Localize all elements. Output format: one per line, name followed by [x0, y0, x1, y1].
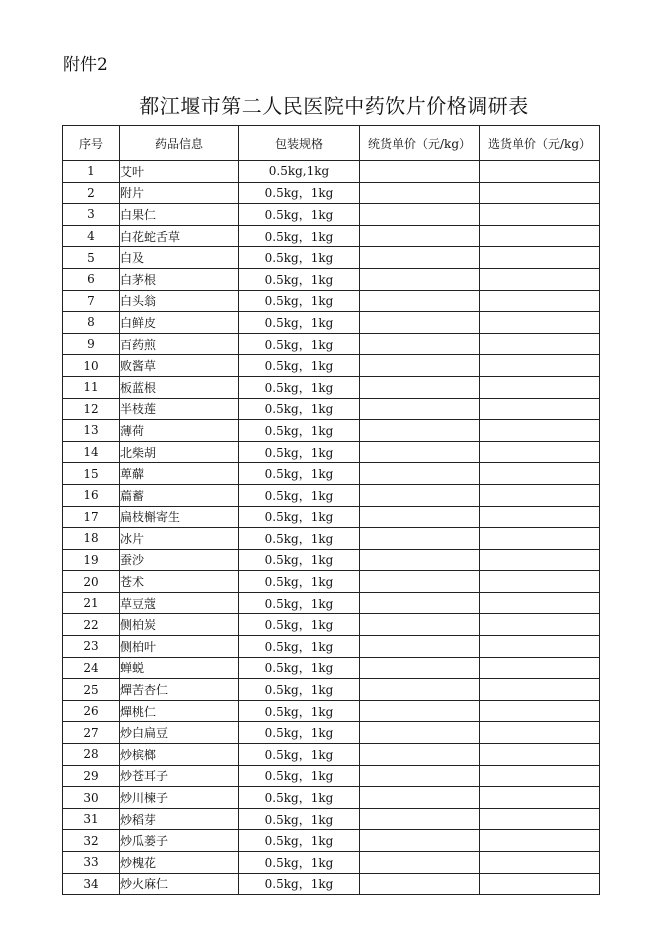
cell-selected-unit-price[interactable]: [480, 161, 600, 183]
cell-selected-unit-price[interactable]: [480, 679, 600, 701]
cell-drug-name: 白茅根: [120, 268, 239, 290]
cell-standard-unit-price[interactable]: [360, 657, 480, 679]
cell-selected-unit-price[interactable]: [480, 463, 600, 485]
cell-selected-unit-price[interactable]: [480, 247, 600, 269]
cell-drug-name: 板蓝根: [120, 376, 239, 398]
cell-selected-unit-price[interactable]: [480, 484, 600, 506]
table-row: [63, 765, 600, 787]
cell-drug-name: 薄荷: [120, 420, 239, 442]
cell-package-spec: 0.5kg，1kg: [239, 636, 360, 658]
cell-serial-number: 19: [63, 549, 120, 571]
cell-drug-name: 败酱草: [120, 355, 239, 377]
cell-serial-number: 9: [63, 333, 120, 355]
cell-serial-number: 14: [63, 441, 120, 463]
table-row: [63, 312, 600, 334]
cell-drug-name: 扁枝槲寄生: [120, 506, 239, 528]
cell-package-spec: 0.5kg，1kg: [239, 398, 360, 420]
cell-drug-name: 百药煎: [120, 333, 239, 355]
cell-package-spec: 0.5kg，1kg: [239, 376, 360, 398]
cell-selected-unit-price[interactable]: [480, 420, 600, 442]
table-body: [63, 161, 600, 895]
cell-serial-number: 34: [63, 873, 120, 895]
cell-package-spec: 0.5kg，1kg: [239, 722, 360, 744]
table-header-row: [63, 126, 600, 161]
table-row: [63, 463, 600, 485]
cell-standard-unit-price[interactable]: [360, 204, 480, 226]
cell-standard-unit-price[interactable]: [360, 636, 480, 658]
cell-package-spec: 0.5kg，1kg: [239, 182, 360, 204]
cell-serial-number: 21: [63, 592, 120, 614]
cell-selected-unit-price[interactable]: [480, 290, 600, 312]
cell-drug-name: 白花蛇舌草: [120, 225, 239, 247]
cell-standard-unit-price[interactable]: [360, 744, 480, 766]
cell-drug-name: 北柴胡: [120, 441, 239, 463]
cell-selected-unit-price[interactable]: [480, 182, 600, 204]
cell-selected-unit-price[interactable]: [480, 268, 600, 290]
cell-drug-name: 炒苍耳子: [120, 765, 239, 787]
cell-serial-number: 7: [63, 290, 120, 312]
cell-package-spec: 0.5kg，1kg: [239, 765, 360, 787]
attachment-label: 附件2: [63, 55, 108, 75]
cell-drug-name: 附片: [120, 182, 239, 204]
table-row: [63, 744, 600, 766]
table-row: [63, 161, 600, 183]
cell-drug-name: 冰片: [120, 528, 239, 550]
table-row: [63, 636, 600, 658]
cell-drug-name: 苍术: [120, 571, 239, 593]
cell-package-spec: 0.5kg，1kg: [239, 463, 360, 485]
cell-serial-number: 12: [63, 398, 120, 420]
header-serial-number: 序号: [63, 126, 120, 161]
cell-standard-unit-price[interactable]: [360, 571, 480, 593]
cell-drug-name: 萹蓄: [120, 484, 239, 506]
cell-package-spec: 0.5kg，1kg: [239, 528, 360, 550]
cell-serial-number: 3: [63, 204, 120, 226]
cell-standard-unit-price[interactable]: [360, 225, 480, 247]
cell-selected-unit-price[interactable]: [480, 614, 600, 636]
cell-standard-unit-price[interactable]: [360, 484, 480, 506]
cell-standard-unit-price[interactable]: [360, 506, 480, 528]
cell-drug-name: 白头翁: [120, 290, 239, 312]
cell-standard-unit-price[interactable]: [360, 441, 480, 463]
cell-serial-number: 31: [63, 808, 120, 830]
cell-package-spec: 0.5kg，1kg: [239, 225, 360, 247]
cell-selected-unit-price[interactable]: [480, 528, 600, 550]
table-row: [63, 614, 600, 636]
cell-serial-number: 25: [63, 679, 120, 701]
cell-selected-unit-price[interactable]: [480, 398, 600, 420]
table-row: [63, 376, 600, 398]
cell-serial-number: 30: [63, 787, 120, 809]
cell-selected-unit-price[interactable]: [480, 787, 600, 809]
cell-selected-unit-price[interactable]: [480, 722, 600, 744]
cell-serial-number: 1: [63, 161, 120, 183]
cell-selected-unit-price[interactable]: [480, 657, 600, 679]
cell-drug-name: 侧柏叶: [120, 636, 239, 658]
cell-selected-unit-price[interactable]: [480, 225, 600, 247]
cell-serial-number: 32: [63, 830, 120, 852]
cell-standard-unit-price[interactable]: [360, 247, 480, 269]
cell-serial-number: 8: [63, 312, 120, 334]
cell-standard-unit-price[interactable]: [360, 355, 480, 377]
cell-standard-unit-price[interactable]: [360, 398, 480, 420]
cell-standard-unit-price[interactable]: [360, 312, 480, 334]
cell-serial-number: 27: [63, 722, 120, 744]
cell-standard-unit-price[interactable]: [360, 873, 480, 895]
cell-selected-unit-price[interactable]: [480, 571, 600, 593]
cell-package-spec: 0.5kg,1kg: [239, 161, 360, 183]
cell-drug-name: 蝉蜕: [120, 657, 239, 679]
cell-serial-number: 15: [63, 463, 120, 485]
table-row: [63, 830, 600, 852]
cell-package-spec: 0.5kg，1kg: [239, 290, 360, 312]
cell-selected-unit-price[interactable]: [480, 852, 600, 874]
cell-drug-name: 半枝莲: [120, 398, 239, 420]
table-row: [63, 657, 600, 679]
table-row: [63, 571, 600, 593]
table-row: [63, 225, 600, 247]
cell-serial-number: 29: [63, 765, 120, 787]
cell-serial-number: 28: [63, 744, 120, 766]
cell-package-spec: 0.5kg，1kg: [239, 247, 360, 269]
cell-serial-number: 18: [63, 528, 120, 550]
cell-drug-name: 炒白扁豆: [120, 722, 239, 744]
table-row: [63, 268, 600, 290]
cell-package-spec: 0.5kg，1kg: [239, 679, 360, 701]
cell-drug-name: 燀苦杏仁: [120, 679, 239, 701]
cell-drug-name: 蚕沙: [120, 549, 239, 571]
cell-drug-name: 白果仁: [120, 204, 239, 226]
cell-package-spec: 0.5kg，1kg: [239, 333, 360, 355]
cell-selected-unit-price[interactable]: [480, 506, 600, 528]
page-title: 都江堰市第二人民医院中药饮片价格调研表: [139, 94, 529, 118]
cell-serial-number: 22: [63, 614, 120, 636]
cell-serial-number: 5: [63, 247, 120, 269]
cell-standard-unit-price[interactable]: [360, 679, 480, 701]
cell-standard-unit-price[interactable]: [360, 787, 480, 809]
table-row: [63, 722, 600, 744]
cell-package-spec: 0.5kg，1kg: [239, 312, 360, 334]
cell-serial-number: 6: [63, 268, 120, 290]
cell-package-spec: 0.5kg，1kg: [239, 204, 360, 226]
cell-drug-name: 侧柏炭: [120, 614, 239, 636]
price-survey-table: [62, 125, 600, 895]
cell-selected-unit-price[interactable]: [480, 333, 600, 355]
cell-drug-name: 燀桃仁: [120, 700, 239, 722]
cell-package-spec: 0.5kg，1kg: [239, 744, 360, 766]
header-standard-unit-price: 统货单价（元/kg）: [360, 126, 480, 161]
cell-serial-number: 11: [63, 376, 120, 398]
cell-standard-unit-price[interactable]: [360, 376, 480, 398]
cell-serial-number: 2: [63, 182, 120, 204]
header-drug-info: 药品信息: [120, 126, 239, 161]
table-row: [63, 290, 600, 312]
cell-package-spec: 0.5kg，1kg: [239, 420, 360, 442]
cell-selected-unit-price[interactable]: [480, 376, 600, 398]
cell-selected-unit-price[interactable]: [480, 700, 600, 722]
cell-serial-number: 24: [63, 657, 120, 679]
cell-package-spec: 0.5kg，1kg: [239, 830, 360, 852]
cell-serial-number: 20: [63, 571, 120, 593]
cell-standard-unit-price[interactable]: [360, 182, 480, 204]
table-row: [63, 420, 600, 442]
cell-selected-unit-price[interactable]: [480, 765, 600, 787]
cell-drug-name: 白及: [120, 247, 239, 269]
cell-package-spec: 0.5kg，1kg: [239, 268, 360, 290]
cell-standard-unit-price[interactable]: [360, 528, 480, 550]
cell-package-spec: 0.5kg，1kg: [239, 592, 360, 614]
cell-standard-unit-price[interactable]: [360, 290, 480, 312]
cell-standard-unit-price[interactable]: [360, 852, 480, 874]
cell-package-spec: 0.5kg，1kg: [239, 506, 360, 528]
table-row: [63, 787, 600, 809]
cell-selected-unit-price[interactable]: [480, 744, 600, 766]
cell-standard-unit-price[interactable]: [360, 700, 480, 722]
cell-package-spec: 0.5kg，1kg: [239, 657, 360, 679]
cell-standard-unit-price[interactable]: [360, 161, 480, 183]
cell-selected-unit-price[interactable]: [480, 808, 600, 830]
table-row: [63, 808, 600, 830]
cell-standard-unit-price[interactable]: [360, 614, 480, 636]
cell-selected-unit-price[interactable]: [480, 592, 600, 614]
cell-selected-unit-price[interactable]: [480, 441, 600, 463]
cell-standard-unit-price[interactable]: [360, 420, 480, 442]
table-row: [63, 700, 600, 722]
cell-drug-name: 草豆蔻: [120, 592, 239, 614]
table-row: [63, 182, 600, 204]
cell-package-spec: 0.5kg，1kg: [239, 852, 360, 874]
cell-standard-unit-price[interactable]: [360, 463, 480, 485]
cell-selected-unit-price[interactable]: [480, 636, 600, 658]
cell-selected-unit-price[interactable]: [480, 355, 600, 377]
header-package-spec: 包装规格: [239, 126, 360, 161]
cell-package-spec: 0.5kg，1kg: [239, 787, 360, 809]
table-row: [63, 398, 600, 420]
table-row: [63, 528, 600, 550]
cell-serial-number: 33: [63, 852, 120, 874]
cell-serial-number: 16: [63, 484, 120, 506]
cell-drug-name: 炒稻芽: [120, 808, 239, 830]
cell-selected-unit-price[interactable]: [480, 549, 600, 571]
cell-package-spec: 0.5kg，1kg: [239, 873, 360, 895]
cell-package-spec: 0.5kg，1kg: [239, 484, 360, 506]
cell-package-spec: 0.5kg，1kg: [239, 355, 360, 377]
table-row: [63, 441, 600, 463]
table-row: [63, 355, 600, 377]
cell-package-spec: 0.5kg，1kg: [239, 700, 360, 722]
table-row: [63, 484, 600, 506]
cell-drug-name: 炒火麻仁: [120, 873, 239, 895]
cell-standard-unit-price[interactable]: [360, 722, 480, 744]
header-selected-unit-price: 选货单价（元/kg）: [480, 126, 600, 161]
cell-standard-unit-price[interactable]: [360, 268, 480, 290]
table-row: [63, 333, 600, 355]
cell-drug-name: 炒瓜蒌子: [120, 830, 239, 852]
cell-standard-unit-price[interactable]: [360, 765, 480, 787]
cell-drug-name: 炒槟榔: [120, 744, 239, 766]
cell-serial-number: 23: [63, 636, 120, 658]
cell-drug-name: 炒川楝子: [120, 787, 239, 809]
table-row: [63, 873, 600, 895]
cell-drug-name: 白鲜皮: [120, 312, 239, 334]
table-row: [63, 592, 600, 614]
cell-serial-number: 13: [63, 420, 120, 442]
cell-package-spec: 0.5kg，1kg: [239, 549, 360, 571]
cell-selected-unit-price[interactable]: [480, 312, 600, 334]
cell-selected-unit-price[interactable]: [480, 830, 600, 852]
table-row: [63, 549, 600, 571]
cell-serial-number: 17: [63, 506, 120, 528]
cell-standard-unit-price[interactable]: [360, 333, 480, 355]
table-row: [63, 852, 600, 874]
cell-package-spec: 0.5kg，1kg: [239, 614, 360, 636]
cell-selected-unit-price[interactable]: [480, 204, 600, 226]
cell-package-spec: 0.5kg，1kg: [239, 808, 360, 830]
cell-drug-name: 炒槐花: [120, 852, 239, 874]
cell-standard-unit-price[interactable]: [360, 549, 480, 571]
cell-serial-number: 26: [63, 700, 120, 722]
cell-standard-unit-price[interactable]: [360, 808, 480, 830]
cell-serial-number: 10: [63, 355, 120, 377]
cell-standard-unit-price[interactable]: [360, 592, 480, 614]
cell-package-spec: 0.5kg，1kg: [239, 441, 360, 463]
cell-selected-unit-price[interactable]: [480, 873, 600, 895]
table-row: [63, 204, 600, 226]
table-row: [63, 679, 600, 701]
cell-drug-name: 艾叶: [120, 161, 239, 183]
cell-drug-name: 萆薢: [120, 463, 239, 485]
table-row: [63, 247, 600, 269]
cell-serial-number: 4: [63, 225, 120, 247]
cell-package-spec: 0.5kg，1kg: [239, 571, 360, 593]
table-row: [63, 506, 600, 528]
cell-standard-unit-price[interactable]: [360, 830, 480, 852]
